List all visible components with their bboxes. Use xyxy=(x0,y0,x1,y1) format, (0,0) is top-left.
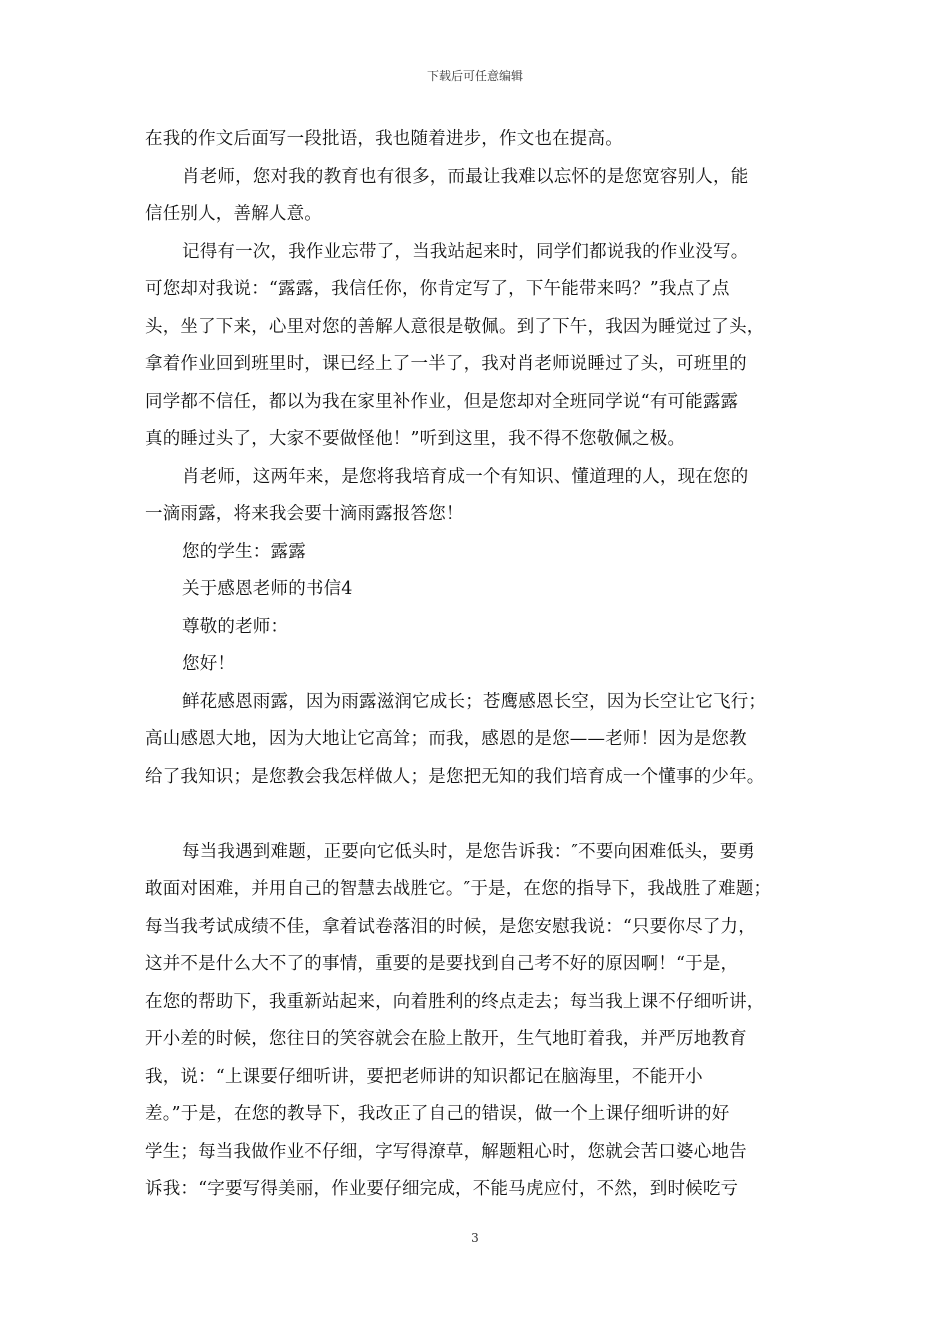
text-line: 关于感恩老师的书信4 xyxy=(182,579,353,599)
text-line: 真的睡过头了，大家不要做怪他！”听到这里，我不得不您敬佩之极。 xyxy=(145,429,686,449)
text-line: 学生；每当我做作业不仔细，字写得潦草，解题粗心时，您就会苦口婆心地告 xyxy=(145,1141,747,1162)
page-header: 下载后可任意编辑 xyxy=(426,69,523,83)
text-line: 您好！ xyxy=(182,654,236,674)
text-line: 诉我：“字要写得美丽，作业要仔细完成，不能马虎应付，不然，到时候吃亏 xyxy=(145,1179,739,1199)
text-line: 头，坐了下来，心里对您的善解人意很是敬佩。到了下午，我因为睡觉过了头， xyxy=(145,316,765,337)
paragraph xyxy=(145,534,810,572)
paragraph xyxy=(145,234,810,459)
paragraph xyxy=(145,459,810,534)
text-line: 肖老师，这两年来，是您将我培育成一个有知识、懂道理的人，现在您的 xyxy=(182,466,749,487)
text-line: 给了我知识；是您教会我怎样做人；是您把无知的我们培育成一个懂事的少年。 xyxy=(145,766,765,787)
blank-line xyxy=(145,796,810,834)
text-line: 高山感恩大地，因为大地让它高耸；而我，感恩的是您——老师！因为是您教 xyxy=(145,729,747,749)
paragraph xyxy=(145,834,810,1209)
text-line: 我，说：“上课要仔细听讲，要把老师讲的知识都记在脑海里，不能开小 xyxy=(145,1066,703,1087)
page-number: 3 xyxy=(471,1231,479,1245)
text-line: 每当我考试成绩不佳，拿着试卷落泪的时候，是您安慰我说：“只要你尽了力， xyxy=(145,916,756,937)
paragraph xyxy=(145,646,810,684)
paragraph xyxy=(145,684,810,797)
text-line: 尊敬的老师： xyxy=(182,616,289,637)
text-line: 记得有一次，我作业忘带了，当我站起来时，同学们都说我的作业没写。 xyxy=(182,241,749,262)
text-line: 在我的作文后面写一段批语，我也随着进步，作文也在提高。 xyxy=(145,129,623,149)
text-line: 在您的帮助下，我重新站起来，向着胜利的终点走去；每当我上课不仔细听讲， xyxy=(145,991,765,1012)
text-line: 这并不是什么大不了的事情，重要的是要找到自己考不好的原因啊！“于是， xyxy=(145,954,739,974)
text-line: 可您却对我说：“露露，我信任你，你肯定写了，下午能带来吗？”我点了点 xyxy=(145,279,730,299)
paragraph xyxy=(145,571,810,609)
text-line: 差。”于是，在您的教导下，我改正了自己的错误，做一个上课仔细听讲的好 xyxy=(145,1104,730,1124)
text-line: 肖老师，您对我的教育也有很多，而最让我难以忘怀的是您宽容别人，能 xyxy=(182,166,749,187)
text-line: 信任别人，善解人意。 xyxy=(145,204,322,224)
text-line: 同学都不信任，都以为我在家里补作业，但是您却对全班同学说“有可能露露 xyxy=(145,391,739,412)
document-body xyxy=(145,121,810,1209)
text-line: 敢面对困难，并用自己的智慧去战胜它。″于是，在您的指导下，我战胜了难题； xyxy=(145,879,772,899)
text-line: 一滴雨露，将来我会要十滴雨露报答您！ xyxy=(145,504,464,524)
text-line: 每当我遇到难题，正要向它低头时，是您告诉我：″不要向困难低头，要勇 xyxy=(182,841,756,862)
text-line: 鲜花感恩雨露，因为雨露滋润它成长；苍鹰感恩长空，因为长空让它飞行； xyxy=(182,691,767,712)
paragraph xyxy=(145,121,810,159)
text-line: 您的学生：露露 xyxy=(182,541,306,562)
paragraph xyxy=(145,609,810,647)
text-line: 拿着作业回到班里时，课已经上了一半了，我对肖老师说睡过了头，可班里的 xyxy=(145,354,747,374)
text-line: 开小差的时候，您往日的笑容就会在脸上散开，生气地盯着我，并严厉地教育 xyxy=(145,1029,747,1049)
paragraph xyxy=(145,159,810,234)
